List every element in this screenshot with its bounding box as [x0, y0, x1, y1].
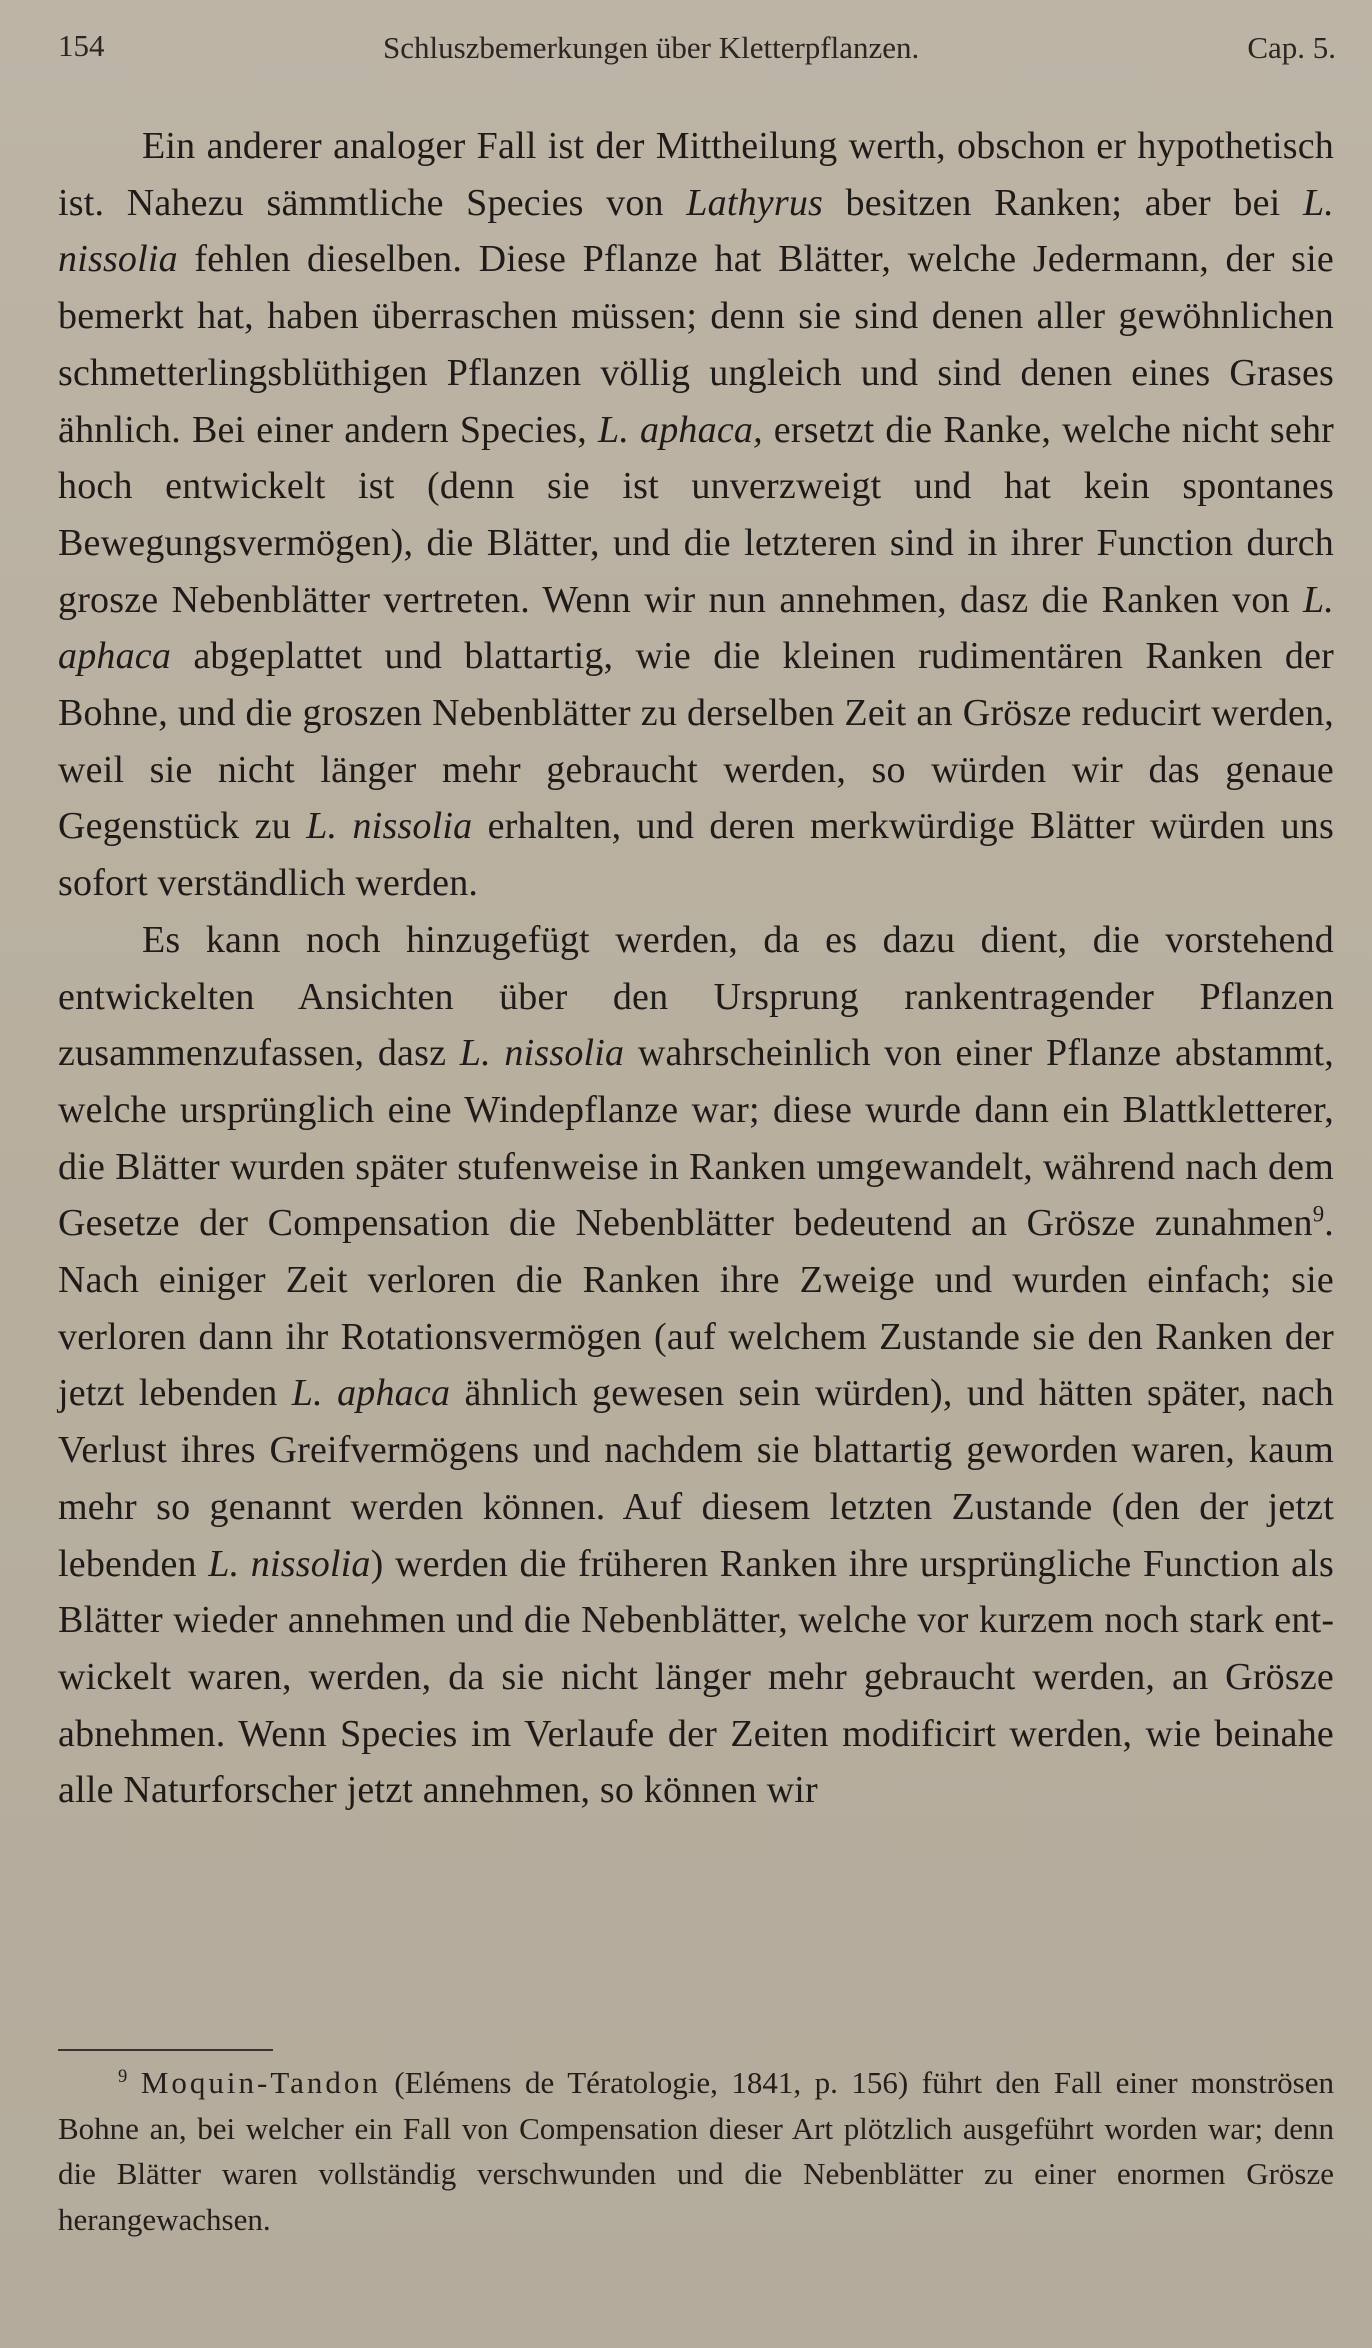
italic-term: L. aphaca [58, 578, 1334, 678]
footnote-text: (Elémens de Tératologie, 1841, p. 156) führt den Fall einer monströsen Bohne an, bei welcher ein Fall von Compensation dieser Art plötzlich ausgeführt worden war; denn die Blätter waren vollständig verschwunden und die Nebenblätter zu einer enormen Grösze herangewachsen. [58, 2065, 1334, 2237]
text-run: . Nach einiger Zeit verloren die Ranken ihre Zweige und wurden einfach; sie verloren dann ihr Rotationsvermögen (auf welchem Zustande sie den Ranken der jetzt lebenden [58, 1202, 1334, 1415]
footnote-rule [58, 2049, 273, 2051]
running-title: Schluszbemerkungen über Kletterpflanzen. [383, 30, 920, 65]
italic-term: L. aphaca, [598, 408, 763, 451]
footnote-marker: 9 [118, 2065, 128, 2087]
text-run: abgeplattet und blattartig, wie die kleinen rudimentären Ranken der Bohne, und die groszen Nebenblätter zu derselben Zeit an Grösze reducirt werden, weil sie nicht länger mehr gebraucht werden, so würden wir das genaue Gegenstück zu [58, 635, 1334, 848]
paragraph [58, 912, 1334, 1819]
italic-term: L. nissolia [208, 1542, 371, 1585]
italic-term: L. nissolia [58, 181, 1334, 281]
text-run: ) werden die früheren Ranken ihre ursprüngliche Function als Blätter wieder annehmen und die Nebenblätter, welche vor kurzem noch stark entwickelt waren, werden, da sie nicht länger mehr gebraucht werden, an Grösze abnehmen. Wenn Species im Verlaufe der Zeiten modificirt werden, wie beinahe alle Naturforscher jetzt annehmen, so können wir [58, 1542, 1334, 1812]
paragraph [58, 118, 1334, 912]
text-run: Ein anderer analoger Fall ist der Mittheilung werth, obschon er hypothetisch ist. Nahezu sämmtliche Species von [58, 125, 1334, 224]
italic-term: L. nissolia [459, 1032, 625, 1075]
italic-term: Lathyrus [686, 181, 824, 224]
footnote-author: Moquin-Tandon [140, 2065, 381, 2100]
text-run: ähnlich gewesen sein würden), und hätten später, nach Verlust ihres Greifvermögens und nachdem sie blattartig geworden waren, kaum mehr so genannt werden können. Auf diesem letzten Zustande (den der jetzt lebenden [58, 1372, 1334, 1585]
italic-term: L. aphaca [291, 1372, 451, 1415]
text-run: ersetzt die Ranke, welche nicht sehr hoch entwickelt ist (denn sie ist unverzweigt und hat kein spontanes Bewegungsvermögen), die Blätter, und die letzteren sind in ihrer Function durch grosze Nebenblätter vertreten. Wenn wir nun annehmen, dasz die Ranken von [58, 408, 1335, 621]
text-run: Es kann noch hinzugefügt werden, da es dazu dient, die vorstehend entwickelten Ansichten über den Ursprung rankentragender Pflanzen zusammenzufassen, dasz [58, 918, 1334, 1075]
footnote-reference: 9 [1312, 1201, 1325, 1227]
text-run: besitzen Ranken; aber bei [823, 181, 1303, 224]
text-run: wahrscheinlich von einer Pflanze abstammt, welche ursprünglich eine Windepflanze war; diese wurde dann ein Blattkletterer, die Blätter wurden später stufenweise in Ranken umgewandelt, während nach dem Gesetze der Compensation die Nebenblätter bedeutend an Grösze zunahmen [58, 1032, 1334, 1245]
text-run: fehlen dieselben. Diese Pflanze hat Blätter, welche Jedermann, der sie bemerkt hat, haben überraschen müssen; denn sie sind denen aller gewöhnlichen schmetterlingsblüthigen Pflanzen völlig ungleich und sind denen eines Grases ähnlich. Bei einer andern Species, [58, 238, 1334, 451]
main-text [58, 118, 1334, 1819]
page-header [58, 28, 1336, 76]
page-number: 154 [58, 28, 105, 63]
footnote [58, 2060, 1334, 2242]
chapter-label: Cap. 5. [1247, 30, 1336, 65]
text-run: erhalten, und deren merkwürdige Blätter würden uns sofort verständlich werden. [58, 805, 1334, 905]
italic-term: L. nissolia [306, 805, 473, 848]
